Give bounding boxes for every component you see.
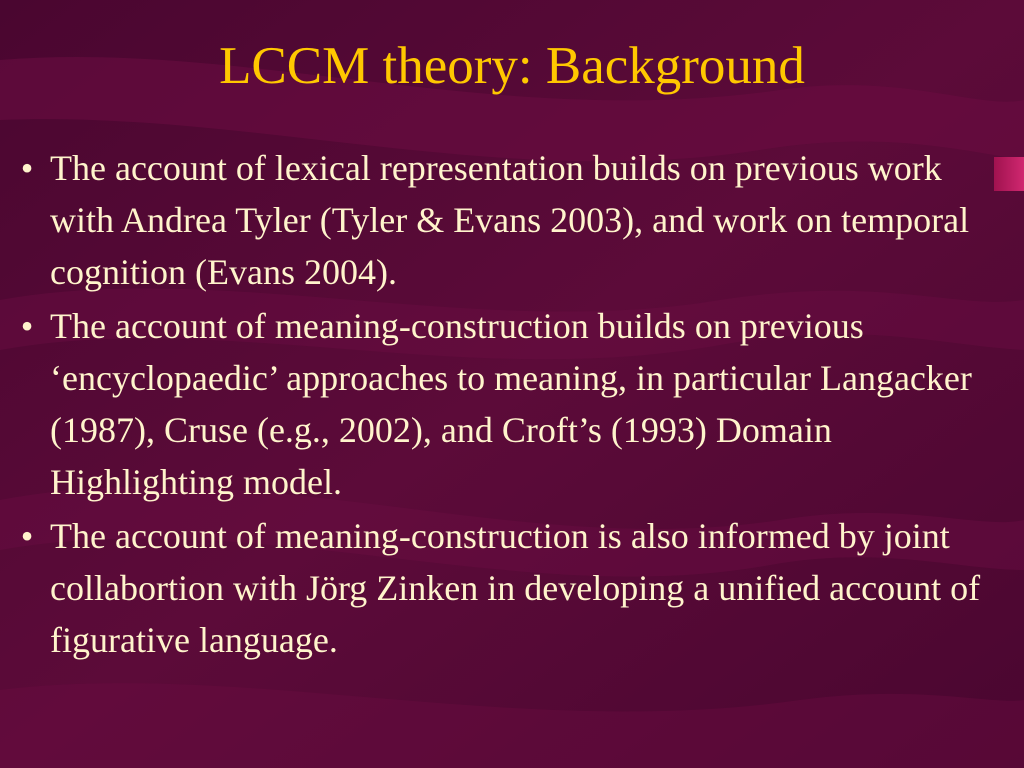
bullet-text: The account of lexical representation builds on previous work with Andrea Tyler (Tyler & Evans 2003), and work on temporal cognition (Evans 2004). (50, 148, 970, 292)
bullet-text: The account of meaning-construction is also informed by joint collabortion with Jörg Zinken in developing a unified account of figurative language. (50, 516, 981, 660)
bullet-list (12, 142, 1012, 668)
bullet-point-icon: • (20, 148, 34, 188)
bullet-item (12, 510, 1012, 666)
bullet-point-icon: • (20, 306, 34, 346)
slide-title: LCCM theory: Background (219, 37, 805, 95)
bullet-text: The account of meaning-construction builds on previous ‘encyclopaedic’ approaches to meaning, in particular Langacker (1987), Cruse (e.g., 2002), and Croft’s (1993) Domain Highlighting model. (50, 306, 972, 502)
bullet-item (12, 142, 1012, 298)
bullet-point-icon: • (20, 516, 34, 556)
bullet-item (12, 300, 1012, 508)
